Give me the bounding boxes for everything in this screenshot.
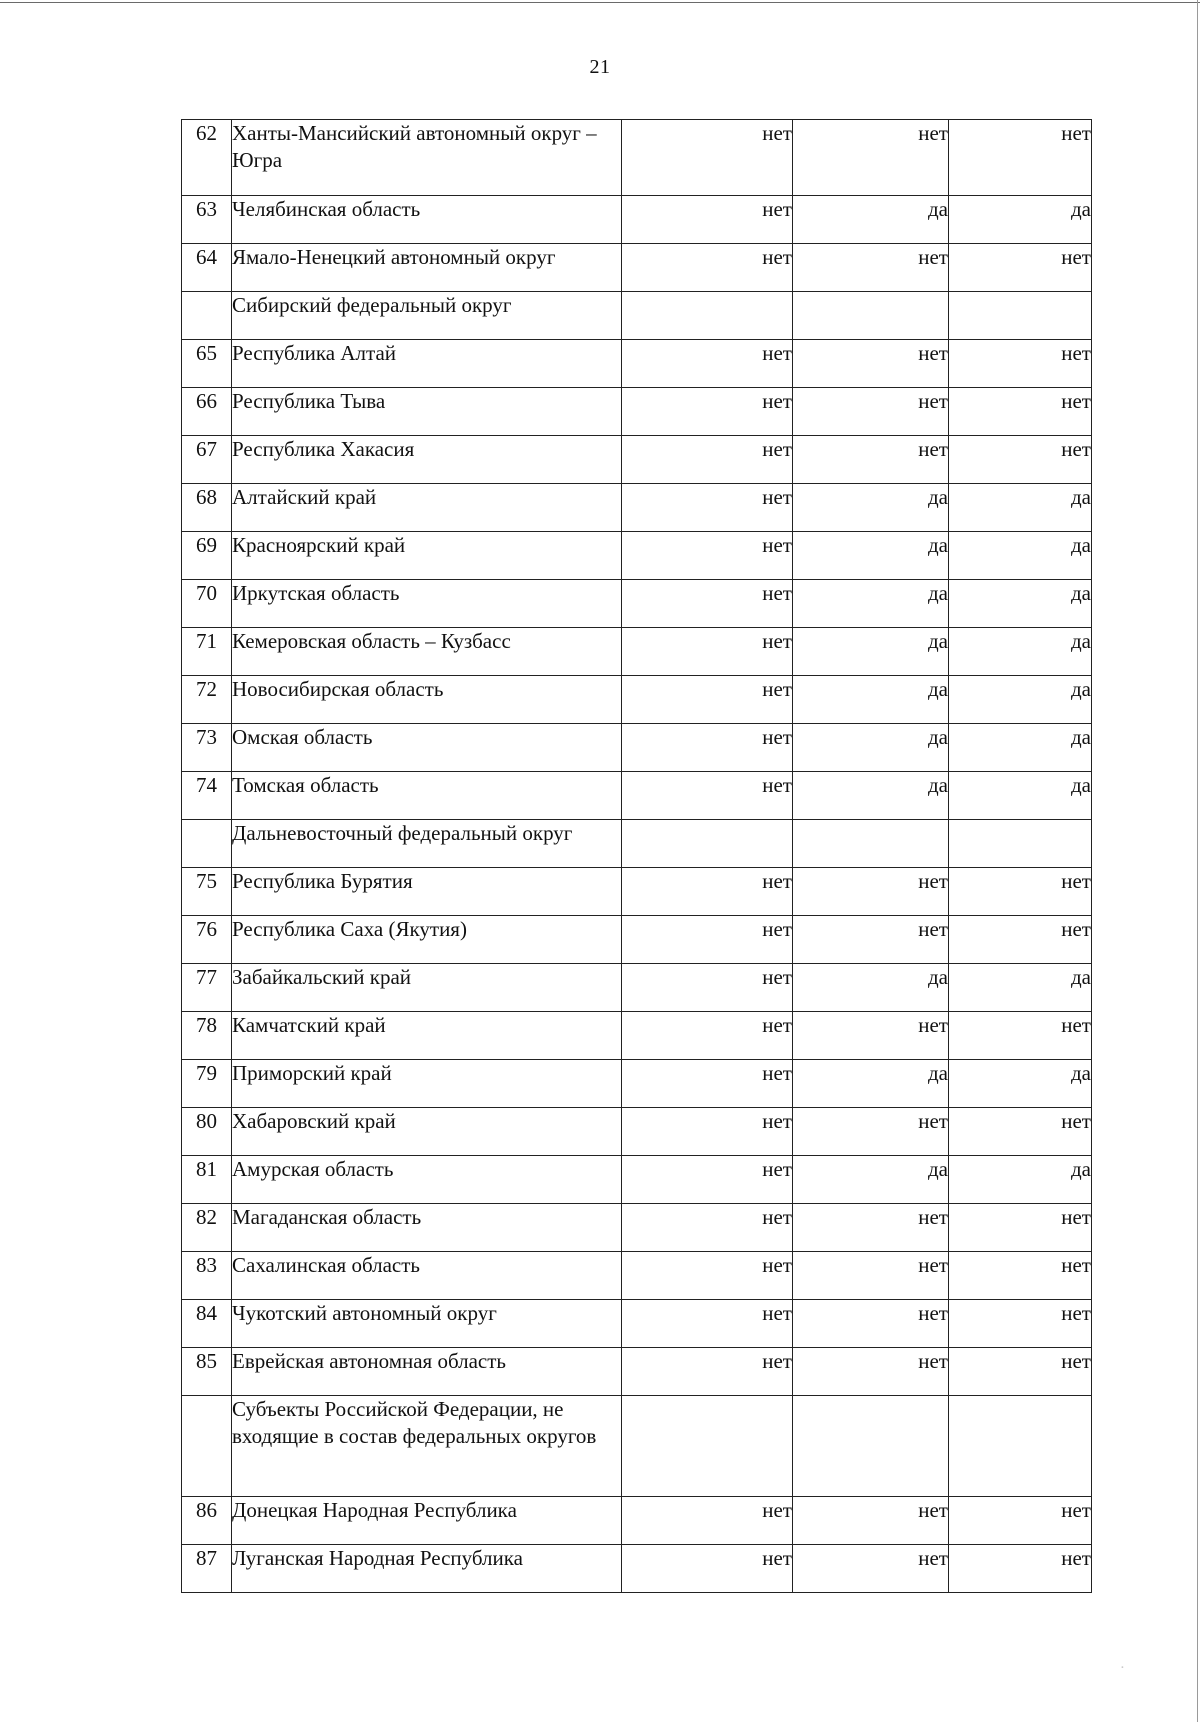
- section-empty-cell: [949, 292, 1092, 340]
- value-cell-2: да: [793, 628, 949, 676]
- region-name-cell: Амурская область: [232, 1156, 622, 1204]
- region-number-cell: 72: [182, 676, 232, 724]
- scan-top-edge: [0, 2, 1200, 3]
- value-cell-1: нет: [622, 1108, 793, 1156]
- value-cell-1: нет: [622, 724, 793, 772]
- value-cell-1: нет: [622, 580, 793, 628]
- value-cell-1: нет: [622, 484, 793, 532]
- page-number: 21: [589, 56, 611, 78]
- region-row: [182, 1497, 1092, 1545]
- region-row: [182, 1108, 1092, 1156]
- value-cell-1: нет: [622, 1060, 793, 1108]
- value-cell-2: нет: [793, 340, 949, 388]
- value-cell-1: нет: [622, 772, 793, 820]
- region-row: [182, 244, 1092, 292]
- section-empty-cell: [622, 820, 793, 868]
- value-cell-1: нет: [622, 436, 793, 484]
- region-number-cell: 75: [182, 868, 232, 916]
- region-name-cell: Томская область: [232, 772, 622, 820]
- region-name-cell: Сахалинская область: [232, 1252, 622, 1300]
- value-cell-2: да: [793, 676, 949, 724]
- value-cell-3: нет: [949, 1300, 1092, 1348]
- region-number-cell: 76: [182, 916, 232, 964]
- section-header-row: [182, 1396, 1092, 1497]
- region-name-cell: Республика Хакасия: [232, 436, 622, 484]
- section-name-cell: Субъекты Российской Федерации, не входящие в состав федеральных округов: [232, 1396, 622, 1497]
- region-name-cell: Чукотский автономный округ: [232, 1300, 622, 1348]
- value-cell-2: да: [793, 772, 949, 820]
- value-cell-2: да: [793, 532, 949, 580]
- section-empty-cell: [949, 820, 1092, 868]
- value-cell-3: нет: [949, 868, 1092, 916]
- section-header-row: [182, 820, 1092, 868]
- value-cell-2: нет: [793, 1348, 949, 1396]
- section-header-row: [182, 292, 1092, 340]
- region-row: [182, 580, 1092, 628]
- region-number-cell: 65: [182, 340, 232, 388]
- value-cell-1: нет: [622, 388, 793, 436]
- value-cell-2: да: [793, 484, 949, 532]
- region-number-cell: 68: [182, 484, 232, 532]
- section-name-cell: Сибирский федеральный округ: [232, 292, 622, 340]
- value-cell-1: нет: [622, 916, 793, 964]
- value-cell-3: нет: [949, 1108, 1092, 1156]
- region-number-cell: 84: [182, 1300, 232, 1348]
- region-number-cell: 66: [182, 388, 232, 436]
- value-cell-1: нет: [622, 868, 793, 916]
- value-cell-3: да: [949, 196, 1092, 244]
- section-number-cell: [182, 1396, 232, 1497]
- value-cell-3: нет: [949, 916, 1092, 964]
- value-cell-1: нет: [622, 196, 793, 244]
- region-row: [182, 1545, 1092, 1593]
- value-cell-1: нет: [622, 964, 793, 1012]
- value-cell-2: нет: [793, 120, 949, 196]
- region-number-cell: 62: [182, 120, 232, 196]
- region-row: [182, 120, 1092, 196]
- value-cell-1: нет: [622, 244, 793, 292]
- value-cell-3: нет: [949, 120, 1092, 196]
- value-cell-1: нет: [622, 628, 793, 676]
- region-name-cell: Кемеровская область – Кузбасс: [232, 628, 622, 676]
- region-number-cell: 69: [182, 532, 232, 580]
- value-cell-2: нет: [793, 1497, 949, 1545]
- value-cell-1: нет: [622, 676, 793, 724]
- region-number-cell: 77: [182, 964, 232, 1012]
- value-cell-2: нет: [793, 916, 949, 964]
- scan-right-edge: [1197, 0, 1198, 1722]
- region-number-cell: 79: [182, 1060, 232, 1108]
- value-cell-2: нет: [793, 1108, 949, 1156]
- region-name-cell: Республика Бурятия: [232, 868, 622, 916]
- region-name-cell: Приморский край: [232, 1060, 622, 1108]
- value-cell-3: нет: [949, 340, 1092, 388]
- value-cell-3: нет: [949, 1497, 1092, 1545]
- region-name-cell: Забайкальский край: [232, 964, 622, 1012]
- value-cell-1: нет: [622, 1204, 793, 1252]
- value-cell-2: нет: [793, 244, 949, 292]
- value-cell-3: нет: [949, 1204, 1092, 1252]
- value-cell-3: нет: [949, 388, 1092, 436]
- value-cell-3: да: [949, 1060, 1092, 1108]
- region-row: [182, 724, 1092, 772]
- region-number-cell: 71: [182, 628, 232, 676]
- value-cell-3: да: [949, 724, 1092, 772]
- value-cell-1: нет: [622, 1156, 793, 1204]
- region-row: [182, 868, 1092, 916]
- value-cell-2: да: [793, 1060, 949, 1108]
- value-cell-3: да: [949, 964, 1092, 1012]
- region-name-cell: Республика Саха (Якутия): [232, 916, 622, 964]
- region-row: [182, 1060, 1092, 1108]
- value-cell-1: нет: [622, 1545, 793, 1593]
- value-cell-3: да: [949, 676, 1092, 724]
- region-row: [182, 772, 1092, 820]
- region-number-cell: 86: [182, 1497, 232, 1545]
- value-cell-2: нет: [793, 1204, 949, 1252]
- region-name-cell: Иркутская область: [232, 580, 622, 628]
- region-name-cell: Еврейская автономная область: [232, 1348, 622, 1396]
- region-row: [182, 484, 1092, 532]
- value-cell-1: нет: [622, 1012, 793, 1060]
- region-number-cell: 81: [182, 1156, 232, 1204]
- region-row: [182, 196, 1092, 244]
- region-row: [182, 1348, 1092, 1396]
- section-number-cell: [182, 292, 232, 340]
- region-name-cell: Алтайский край: [232, 484, 622, 532]
- section-empty-cell: [793, 820, 949, 868]
- value-cell-3: да: [949, 532, 1092, 580]
- region-row: [182, 436, 1092, 484]
- scan-artifact: ⋅: [1120, 1661, 1125, 1676]
- value-cell-1: нет: [622, 532, 793, 580]
- region-name-cell: Хабаровский край: [232, 1108, 622, 1156]
- region-name-cell: Луганская Народная Республика: [232, 1545, 622, 1593]
- section-empty-cell: [622, 292, 793, 340]
- section-empty-cell: [949, 1396, 1092, 1497]
- region-row: [182, 1156, 1092, 1204]
- value-cell-1: нет: [622, 340, 793, 388]
- value-cell-3: нет: [949, 436, 1092, 484]
- region-name-cell: Республика Алтай: [232, 340, 622, 388]
- region-row: [182, 1252, 1092, 1300]
- section-name-cell: Дальневосточный федеральный округ: [232, 820, 622, 868]
- region-number-cell: 70: [182, 580, 232, 628]
- region-number-cell: 67: [182, 436, 232, 484]
- region-number-cell: 80: [182, 1108, 232, 1156]
- region-number-cell: 82: [182, 1204, 232, 1252]
- region-row: [182, 1012, 1092, 1060]
- value-cell-3: да: [949, 1156, 1092, 1204]
- value-cell-2: нет: [793, 1300, 949, 1348]
- region-row: [182, 964, 1092, 1012]
- region-name-cell: Донецкая Народная Республика: [232, 1497, 622, 1545]
- value-cell-2: да: [793, 724, 949, 772]
- value-cell-1: нет: [622, 1348, 793, 1396]
- value-cell-3: да: [949, 580, 1092, 628]
- region-name-cell: Красноярский край: [232, 532, 622, 580]
- region-row: [182, 532, 1092, 580]
- regions-table-body: [182, 120, 1092, 1593]
- value-cell-3: да: [949, 484, 1092, 532]
- region-name-cell: Камчатский край: [232, 1012, 622, 1060]
- region-row: [182, 628, 1092, 676]
- value-cell-1: нет: [622, 1300, 793, 1348]
- region-name-cell: Омская область: [232, 724, 622, 772]
- region-number-cell: 78: [182, 1012, 232, 1060]
- region-row: [182, 916, 1092, 964]
- value-cell-3: да: [949, 772, 1092, 820]
- value-cell-1: нет: [622, 120, 793, 196]
- region-number-cell: 85: [182, 1348, 232, 1396]
- value-cell-3: да: [949, 628, 1092, 676]
- value-cell-2: нет: [793, 1545, 949, 1593]
- value-cell-2: да: [793, 196, 949, 244]
- region-row: [182, 1204, 1092, 1252]
- value-cell-2: да: [793, 964, 949, 1012]
- region-row: [182, 676, 1092, 724]
- region-number-cell: 87: [182, 1545, 232, 1593]
- region-name-cell: Новосибирская область: [232, 676, 622, 724]
- value-cell-3: нет: [949, 1348, 1092, 1396]
- region-name-cell: Республика Тыва: [232, 388, 622, 436]
- region-name-cell: Ханты-Мансийский автономный округ – Югра: [232, 120, 622, 196]
- value-cell-2: нет: [793, 436, 949, 484]
- value-cell-2: да: [793, 1156, 949, 1204]
- section-empty-cell: [622, 1396, 793, 1497]
- region-row: [182, 340, 1092, 388]
- section-empty-cell: [793, 1396, 949, 1497]
- region-row: [182, 388, 1092, 436]
- region-number-cell: 63: [182, 196, 232, 244]
- value-cell-1: нет: [622, 1497, 793, 1545]
- region-name-cell: Ямало-Ненецкий автономный округ: [232, 244, 622, 292]
- region-number-cell: 73: [182, 724, 232, 772]
- section-number-cell: [182, 820, 232, 868]
- value-cell-2: нет: [793, 1252, 949, 1300]
- value-cell-2: нет: [793, 868, 949, 916]
- value-cell-2: да: [793, 580, 949, 628]
- value-cell-1: нет: [622, 1252, 793, 1300]
- value-cell-3: нет: [949, 1545, 1092, 1593]
- region-name-cell: Челябинская область: [232, 196, 622, 244]
- value-cell-2: нет: [793, 388, 949, 436]
- region-number-cell: 64: [182, 244, 232, 292]
- value-cell-2: нет: [793, 1012, 949, 1060]
- value-cell-3: нет: [949, 1012, 1092, 1060]
- regions-table: [181, 119, 1092, 1593]
- region-number-cell: 83: [182, 1252, 232, 1300]
- region-name-cell: Магаданская область: [232, 1204, 622, 1252]
- section-empty-cell: [793, 292, 949, 340]
- region-number-cell: 74: [182, 772, 232, 820]
- value-cell-3: нет: [949, 1252, 1092, 1300]
- value-cell-3: нет: [949, 244, 1092, 292]
- region-row: [182, 1300, 1092, 1348]
